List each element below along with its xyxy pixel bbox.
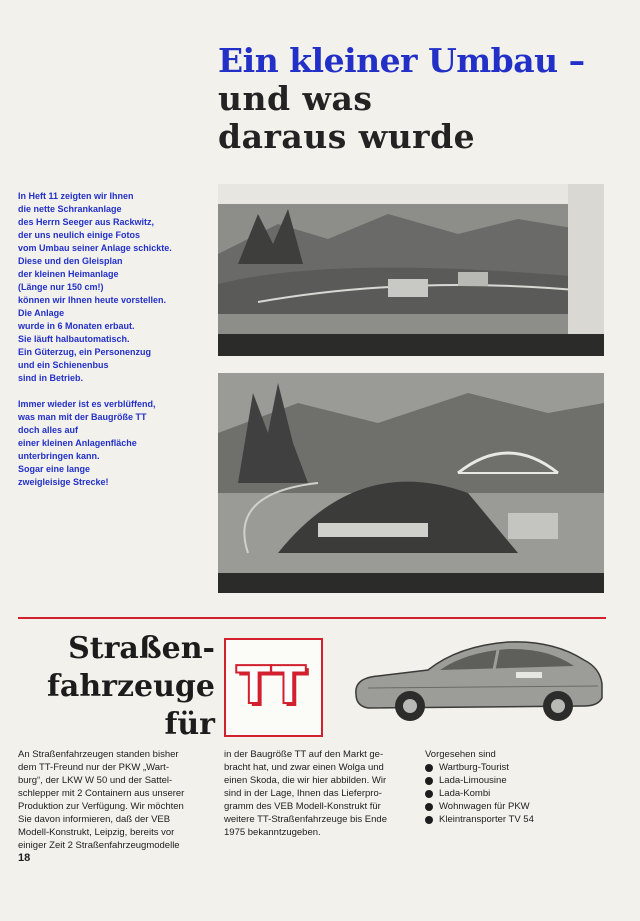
bullet-icon [425,764,433,772]
intro-line: vom Umbau seiner Anlage schickte. [18,243,172,253]
intro-line: Sogar eine lange [18,464,91,474]
body-line: einiger Zeit 2 Straßenfahrzeugmodelle [18,840,180,851]
layout-photo-bottom [218,373,604,593]
page-number: 18 [18,852,31,864]
intro-line: Ein Güterzug, ein Personenzug [18,347,152,357]
intro-line: (Länge nur 150 cm!) [18,282,104,292]
intro-line: unterbringen kann. [18,451,100,461]
list-item-label: Lada-Limousine [439,775,507,786]
list-item-label: Wohnwagen für PKW [439,801,530,812]
body-line: einen Skoda, die wir hier abbilden. Wir [224,775,387,786]
intro-line: In Heft 11 zeigten wir Ihnen [18,191,134,201]
intro-line: Diese und den Gleisplan [18,256,123,266]
body-line: bracht hat, und zwar einen Wolga und [224,762,384,773]
body-line: schlepper mit 2 Containern aus unserer [18,788,185,799]
intro-line: was man mit der Baugröße TT [18,412,147,422]
tt-logo [224,638,323,737]
intro-paragraph-2 [18,398,218,489]
intro-line: einer kleinen Anlagenfläche [18,438,137,448]
planned-vehicles-heading: Vorgesehen sind [425,749,496,760]
intro-line: des Herrn Seeger aus Rackwitz, [18,217,155,227]
title-line-1: Ein kleiner Umbau – [218,41,585,80]
section-divider [18,617,606,619]
title-line-3: daraus wurde [218,117,476,156]
intro-line: der uns neulich einige Fotos [18,230,141,240]
body-line: Modell-Konstrukt, Leipzig, bereits vor [18,827,175,838]
intro-line: Immer wieder ist es verblüffend, [18,399,156,409]
planned-vehicles-list [425,761,615,826]
section-heading [40,630,215,744]
intro-line: doch alles auf [18,425,79,435]
body-line: An Straßenfahrzeugen standen bisher [18,749,179,760]
bullet-icon [425,790,433,798]
section-heading-line: fahrzeuge [47,669,215,704]
intro-line: können wir Ihnen heute vorstellen. [18,295,167,305]
body-line: gramm des VEB Modell-Konstrukt für [224,801,381,812]
car-illustration [348,632,608,727]
body-column-3 [425,748,615,826]
section-heading-line: für [164,707,215,742]
title-line-2: und was [218,79,373,118]
intro-line: und ein Schienenbus [18,360,109,370]
body-line: Sie davon informieren, daß der VEB [18,814,171,825]
intro-line: zweigleisige Strecke! [18,477,109,487]
intro-line: Die Anlage [18,308,65,318]
body-line: in der Baugröße TT auf den Markt ge- [224,749,384,760]
intro-line: der kleinen Heimanlage [18,269,119,279]
layout-photo-top [218,184,604,356]
bullet-icon [425,777,433,785]
tt-logo-text: TT [236,656,305,716]
list-item-label: Kleintransporter TV 54 [439,814,534,825]
body-column-1 [18,748,210,852]
intro-line: Sie läuft halbautomatisch. [18,334,130,344]
body-line: burg“, der LKW W 50 und der Sattel- [18,775,173,786]
list-item-label: Lada-Kombi [439,788,491,799]
body-line: 1975 bekanntzugeben. [224,827,321,838]
bullet-icon [425,803,433,811]
body-line: weitere TT-Straßenfahrzeuge bis Ende [224,814,387,825]
page-title [218,42,638,156]
intro-line: wurde in 6 Monaten erbaut. [18,321,135,331]
intro-text [18,190,218,502]
list-item [425,787,615,800]
body-line: dem TT-Freund nur der PKW „Wart- [18,762,169,773]
list-item [425,774,615,787]
intro-line: sind in Betrieb. [18,373,84,383]
list-item [425,800,615,813]
list-item-label: Wartburg-Tourist [439,762,509,773]
intro-paragraph-1 [18,190,218,385]
list-item [425,813,615,826]
body-column-2 [224,748,416,839]
list-item [425,761,615,774]
bullet-icon [425,816,433,824]
section-heading-line: Straßen- [68,631,215,666]
body-line: sind in der Lage, Ihnen das Lieferpro- [224,788,382,799]
intro-line: die nette Schrankanlage [18,204,122,214]
body-line: Produktion zur Verfügung. Wir möchten [18,801,184,812]
